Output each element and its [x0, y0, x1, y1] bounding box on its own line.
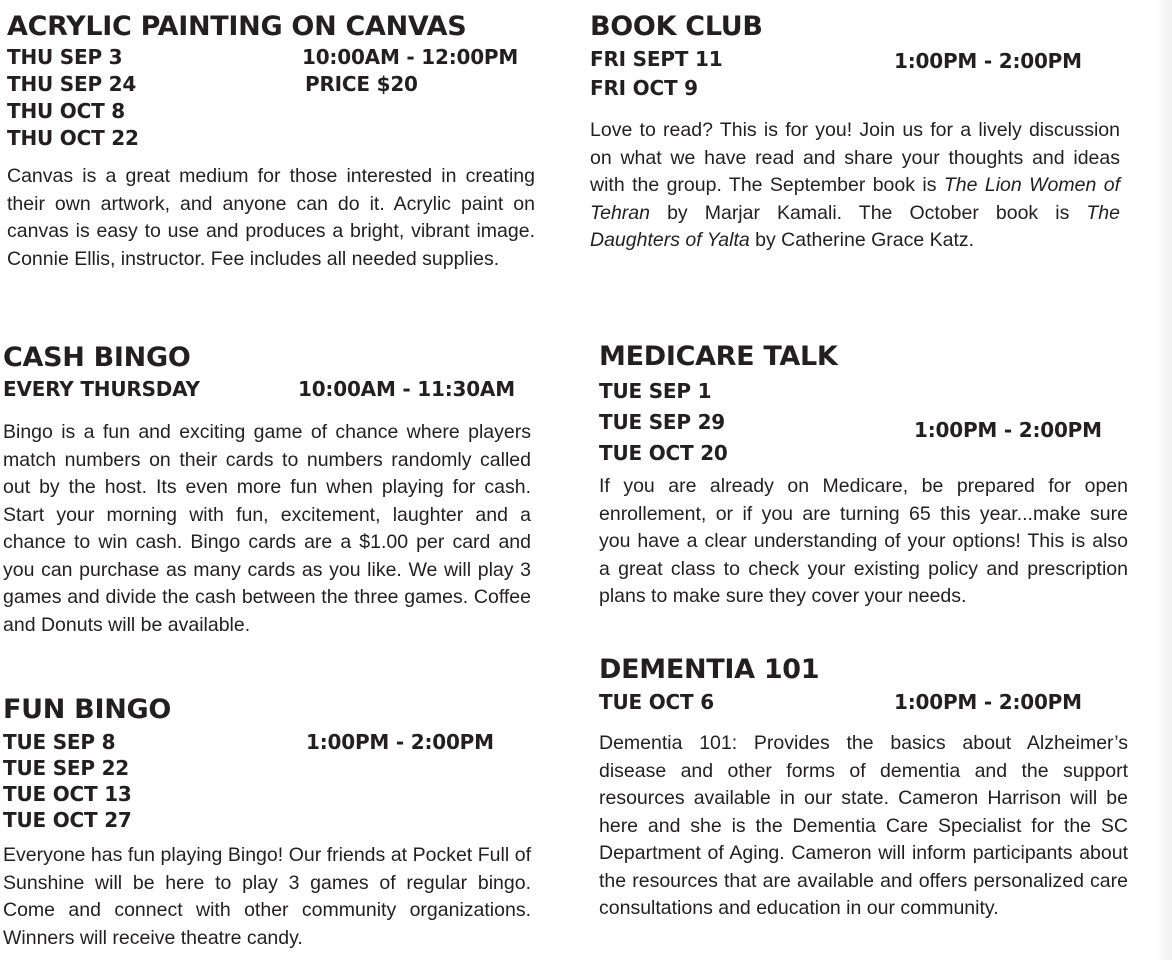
event-schedule	[599, 372, 1128, 472]
event-date: TUE SEP 29	[599, 410, 726, 434]
event-date: TUE OCT 6	[599, 690, 714, 714]
event-time: 10:00AM - 11:30AM	[298, 377, 515, 401]
event-title: FUN BINGO	[3, 694, 172, 725]
event-description: Everyone has fun playing Bingo! Our friends at Pocket Full of Sunshine will be here to play 3 games of regular bingo. Come and connect with other community organizations. Winners will receive theatre candy.	[3, 844, 531, 949]
event-time: 1:00PM - 2:00PM	[914, 418, 1102, 442]
event-title: ACRYLIC PAINTING ON CANVAS	[7, 11, 467, 42]
event-date: THU OCT 22	[7, 126, 139, 150]
event-date: THU OCT 8	[7, 99, 125, 123]
event-time: 1:00PM - 2:00PM	[894, 49, 1082, 73]
event-date: FRI SEPT 11	[590, 47, 723, 71]
event-schedule	[7, 42, 535, 162]
event-cash-bingo	[3, 342, 531, 636]
event-time: 10:00AM - 12:00PM	[302, 45, 519, 69]
event-title: MEDICARE TALK	[599, 341, 838, 372]
event-date: TUE OCT 27	[3, 808, 132, 832]
event-date: THU SEP 24	[7, 72, 137, 96]
event-title: CASH BINGO	[3, 342, 191, 373]
event-dementia-101	[599, 654, 1128, 919]
event-book-club	[590, 11, 1120, 251]
event-price: PRICE $20	[305, 72, 418, 96]
desc-text: Love to read? This is for you! Join us for a lively discussion on what we have read and share your thoughts and ideas with the group. The September book is	[590, 119, 1120, 196]
desc-text: by Marjar Kamali. The October book is	[650, 201, 1087, 224]
page-edge-shadow	[1156, 0, 1172, 960]
event-date: TUE OCT 13	[3, 782, 132, 806]
event-medicare-talk	[599, 341, 1128, 607]
book-title: The Lion Women of Tehran	[590, 174, 1120, 224]
event-description: If you are already on Medicare, be prepared for open enrollement, or if you are turning 65 this year...make sure you have a clear understanding of your options! This is also a great class to check your existing policy and prescription plans to make sure they cover your needs.	[599, 475, 1128, 607]
event-schedule	[590, 42, 1120, 112]
event-date: TUE SEP 8	[3, 730, 116, 754]
event-description: Canvas is a great medium for those interested in creating their own artwork, and anyone can do it. Acrylic paint on canvas is easy to use and produces a bright, vibrant image. Connie Ellis, instructor. Fee includes all needed supplies.	[7, 165, 535, 270]
event-time: 1:00PM - 2:00PM	[306, 730, 494, 754]
event-date: TUE SEP 22	[3, 756, 130, 780]
event-date: THU SEP 3	[7, 45, 123, 69]
event-schedule	[3, 725, 531, 835]
event-date: EVERY THURSDAY	[3, 377, 200, 401]
event-title: BOOK CLUB	[590, 11, 763, 42]
event-description: Dementia 101: Provides the basics about Alzheimer’s disease and other forms of dementia and the support resources available in our state. Cameron Harrison will be here and she is the Dementia Care Specialist for the SC Department of Aging. Cameron will inform participants about the resources that are available and offers personalized care consultations and education in our community.	[599, 732, 1128, 919]
event-date: TUE OCT 20	[599, 441, 728, 465]
event-description	[590, 117, 1120, 255]
event-date: TUE SEP 1	[599, 379, 712, 403]
desc-text: by Catherine Grace Katz.	[749, 229, 975, 251]
event-title: DEMENTIA 101	[599, 654, 820, 685]
event-fun-bingo	[3, 694, 531, 949]
event-schedule	[3, 373, 531, 413]
event-acrylic-painting	[7, 11, 535, 270]
book-title: The Daughters of Yalta	[590, 201, 1120, 251]
event-date: FRI OCT 9	[590, 76, 698, 100]
event-description: Bingo is a fun and exciting game of chance where players match numbers on their cards to numbers randomly called out by the host. Its even more fun when playing for cash. Start your morning with fun, excitement, laughter and a chance to win cash. Bingo cards are a $1.00 per card and you can purchase as many cards as you like. We will play 3 games and divide the cash between the three games. Coffee and Donuts will be available.	[3, 421, 531, 636]
event-schedule	[599, 685, 1128, 725]
event-time: 1:00PM - 2:00PM	[894, 690, 1082, 714]
